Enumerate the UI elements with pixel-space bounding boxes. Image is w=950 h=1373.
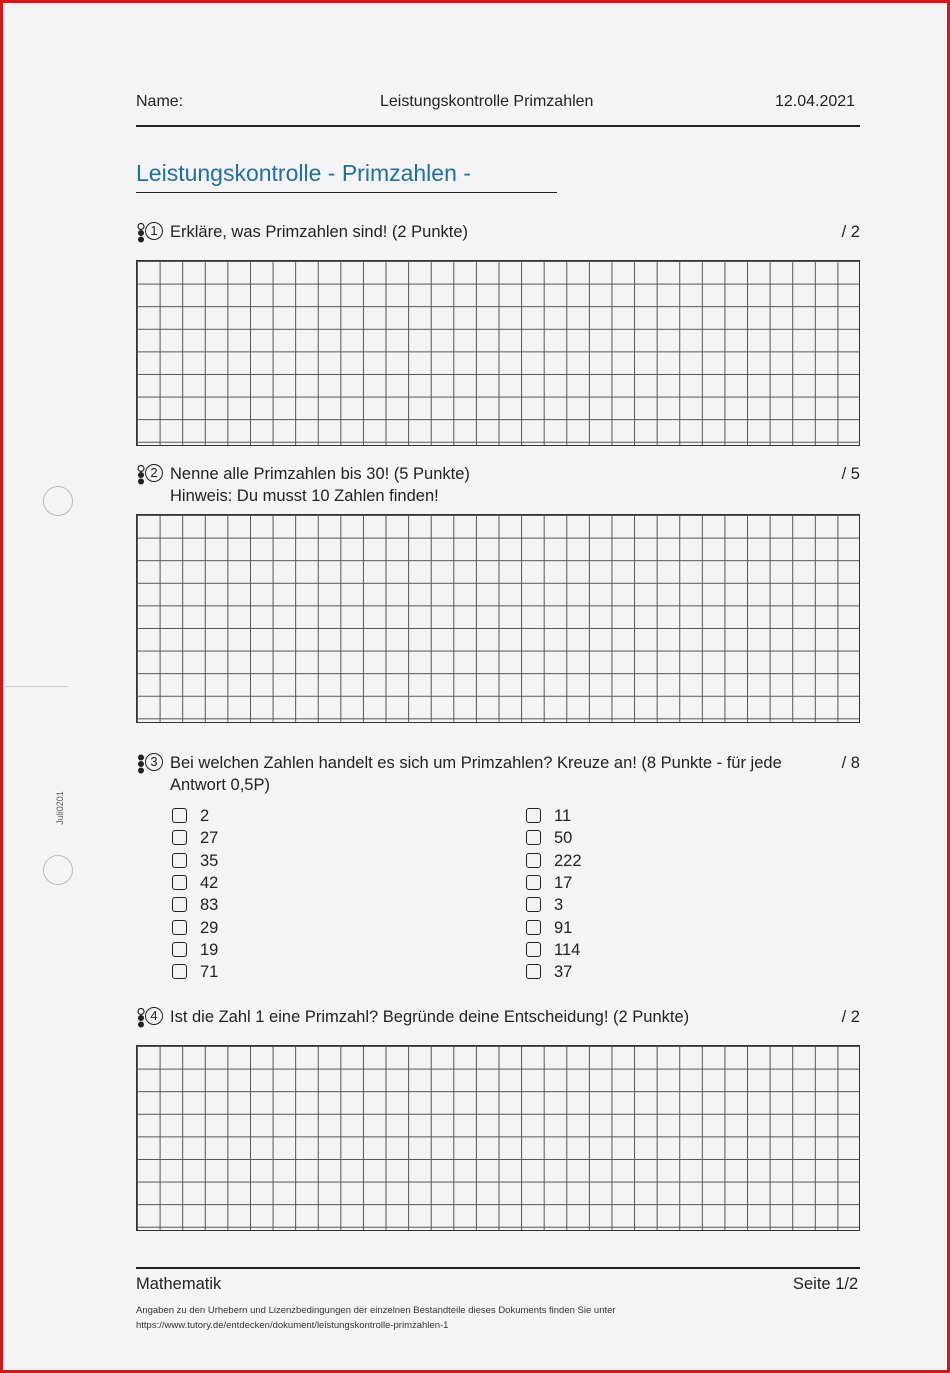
checkbox[interactable] xyxy=(526,808,541,823)
task-number: 1 xyxy=(145,222,163,240)
checkbox[interactable] xyxy=(172,920,187,935)
checkbox-label: 114 xyxy=(554,940,581,959)
checkbox-label: 83 xyxy=(200,896,219,915)
task-text: Ist die Zahl 1 eine Primzahl? Begründe deine Entscheidung! (2 Punkte) xyxy=(170,1008,690,1026)
checkbox[interactable] xyxy=(172,964,187,979)
header-date: 12.04.2021 xyxy=(775,93,856,110)
checkbox[interactable] xyxy=(526,830,541,845)
task-points: / 2 xyxy=(841,223,860,241)
task-points: / 5 xyxy=(841,465,860,483)
side-code: Juli0201 xyxy=(54,791,65,825)
checkbox-item[interactable] xyxy=(172,872,372,894)
checkbox[interactable] xyxy=(526,942,541,957)
answer-grid-2[interactable] xyxy=(136,514,860,723)
checkbox-item[interactable] xyxy=(172,894,372,916)
checkbox-item[interactable] xyxy=(526,872,726,894)
checkbox-item[interactable] xyxy=(526,961,726,983)
checkbox-label: 37 xyxy=(554,963,573,982)
checkbox-item[interactable] xyxy=(172,805,372,827)
checkbox-label: 27 xyxy=(200,829,219,848)
footer-page: Seite 1/2 xyxy=(793,1275,859,1293)
punch-hole xyxy=(43,486,73,516)
checkbox-item[interactable] xyxy=(172,961,372,983)
checkbox[interactable] xyxy=(172,830,187,845)
task-text: Erkläre, was Primzahlen sind! (2 Punkte) xyxy=(170,223,469,241)
checkbox[interactable] xyxy=(172,808,187,823)
task-number: 2 xyxy=(145,464,163,482)
checkbox-item[interactable] xyxy=(526,894,726,916)
checkbox-label: 17 xyxy=(554,873,573,892)
task-text: Bei welchen Zahlen handelt es sich um Primzahlen? Kreuze an! (8 Punkte - für jede Antwort 0,5P) xyxy=(170,754,782,794)
task-hint: Hinweis: Du musst 10 Zahlen finden! xyxy=(170,487,439,505)
checkbox-label: 71 xyxy=(200,963,219,982)
checkbox-item[interactable] xyxy=(526,917,726,939)
checkbox[interactable] xyxy=(172,853,187,868)
checkbox-label: 11 xyxy=(554,807,572,825)
checkbox-item[interactable] xyxy=(172,917,372,939)
checkbox[interactable] xyxy=(526,853,541,868)
task-points: / 8 xyxy=(841,754,860,772)
task-text: Nenne alle Primzahlen bis 30! (5 Punkte) xyxy=(170,465,470,483)
task-number: 4 xyxy=(145,1007,163,1025)
checkbox[interactable] xyxy=(172,942,187,957)
title-underline xyxy=(136,192,557,193)
checkbox-item[interactable] xyxy=(526,805,726,827)
footer-subject: Mathematik xyxy=(136,1275,222,1293)
footer-divider xyxy=(136,1267,860,1269)
fold-mark xyxy=(5,686,68,687)
task-points: / 2 xyxy=(841,1008,860,1026)
checkbox-label: 50 xyxy=(554,829,573,848)
checkbox-label: 91 xyxy=(554,918,573,937)
task-number: 3 xyxy=(145,753,163,771)
checkbox-item[interactable] xyxy=(172,850,372,872)
page-title: Leistungskontrolle - Primzahlen - xyxy=(136,160,471,186)
checkbox-item[interactable] xyxy=(526,850,726,872)
checkbox[interactable] xyxy=(526,920,541,935)
checkbox[interactable] xyxy=(172,875,187,890)
checkbox-item[interactable] xyxy=(526,939,726,961)
checkbox[interactable] xyxy=(526,964,541,979)
checkbox[interactable] xyxy=(172,897,187,912)
punch-hole xyxy=(43,855,73,885)
checkbox-label: 29 xyxy=(200,918,219,937)
header-divider xyxy=(136,125,860,127)
answer-grid-1[interactable] xyxy=(136,260,860,446)
checkbox-label: 3 xyxy=(554,896,564,915)
footer-note xyxy=(136,1303,736,1333)
checkbox[interactable] xyxy=(526,897,541,912)
footer-note-link[interactable]: https://www.tutory.de/entdecken/dokument/leistungskontrolle-primzahlen-1 xyxy=(136,1320,449,1331)
checkbox[interactable] xyxy=(526,875,541,890)
header-title: Leistungskontrolle Primzahlen xyxy=(380,93,594,110)
checkbox-label: 19 xyxy=(200,940,219,959)
checkbox-label: 42 xyxy=(200,873,219,892)
checkbox-item[interactable] xyxy=(172,939,372,961)
name-label: Name: xyxy=(136,93,184,110)
checkbox-label: 2 xyxy=(200,807,210,825)
checkbox-item[interactable] xyxy=(526,827,726,849)
checkbox-label: 222 xyxy=(554,851,582,870)
footer-note-line: Angaben zu den Urhebern und Lizenzbedingungen der einzelnen Bestandteile dieses Dokuments finden Sie unter xyxy=(136,1305,616,1316)
checkbox-item[interactable] xyxy=(172,827,372,849)
checkbox-label: 35 xyxy=(200,851,219,870)
answer-grid-4[interactable] xyxy=(136,1045,860,1231)
